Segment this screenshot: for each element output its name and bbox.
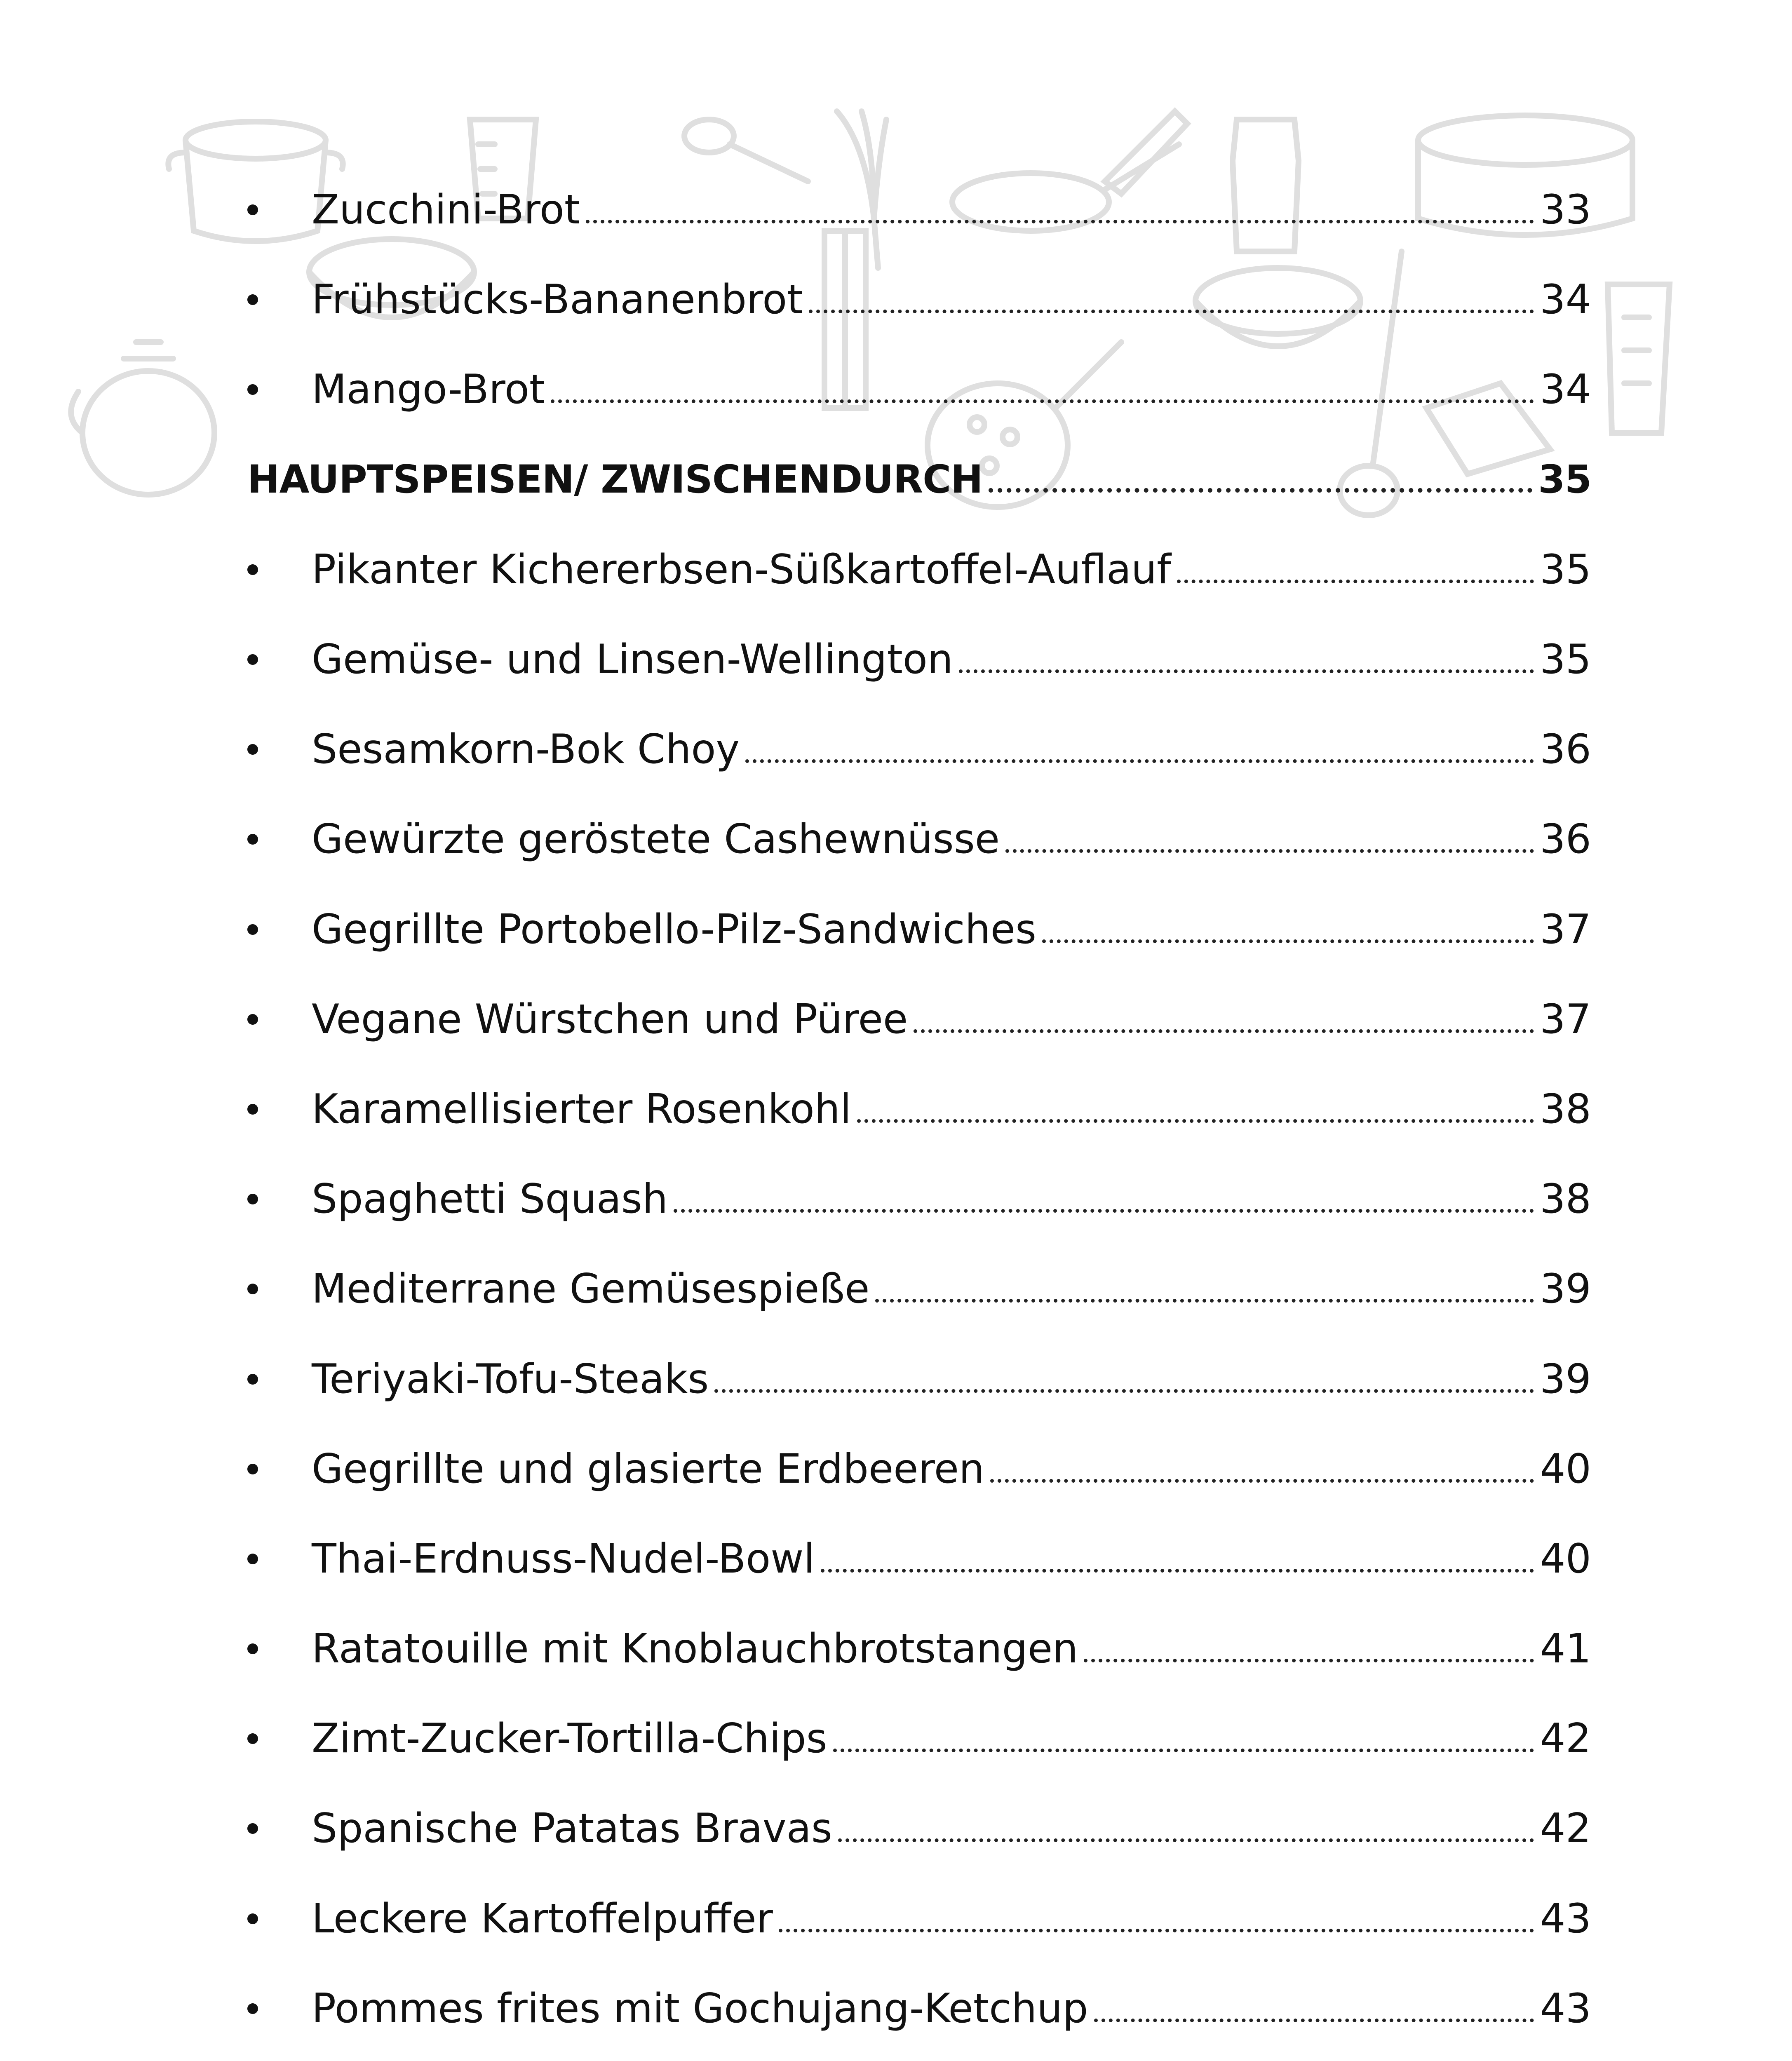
bullet-icon	[247, 744, 258, 755]
toc-entry[interactable]	[247, 1424, 1591, 1514]
toc-entry[interactable]	[247, 2054, 1591, 2061]
bullet-icon	[247, 654, 258, 665]
toc-entry-line	[312, 546, 1591, 593]
toc-page-number: 42	[1540, 1805, 1591, 1852]
bullet-icon	[247, 1284, 258, 1294]
toc-page-number: 38	[1540, 1085, 1591, 1133]
toc-entry[interactable]	[247, 1604, 1591, 1694]
toc-entry-line	[312, 366, 1591, 413]
toc-entry[interactable]	[247, 704, 1591, 794]
bullet-icon	[247, 1014, 258, 1025]
bullet-icon	[247, 1104, 258, 1115]
bullet-icon	[247, 1823, 258, 1834]
toc-page-number: 36	[1540, 726, 1591, 773]
dot-leader	[745, 759, 1534, 763]
table-of-contents	[247, 165, 1591, 2061]
toc-entry-title: Leckere Kartoffelpuffer	[312, 1895, 773, 1942]
toc-entry-title: Spaghetti Squash	[312, 1176, 668, 1223]
dot-leader	[674, 1209, 1534, 1213]
dot-leader	[586, 220, 1534, 223]
toc-entry-title: Gemüse- und Linsen-Wellington	[312, 636, 953, 683]
bullet-icon	[247, 1374, 258, 1385]
toc-entry[interactable]	[247, 794, 1591, 884]
toc-page-number: 33	[1540, 186, 1591, 234]
toc-entry-line	[312, 1625, 1591, 1673]
toc-entry-title: Pikanter Kichererbsen-Süßkartoffel-Auflauf	[312, 546, 1171, 593]
bullet-icon	[247, 1464, 258, 1474]
toc-entry[interactable]	[247, 1064, 1591, 1154]
toc-entry[interactable]	[247, 1154, 1591, 1244]
toc-entry[interactable]	[247, 1244, 1591, 1334]
bullet-icon	[247, 1913, 258, 1924]
dot-leader	[914, 1029, 1534, 1033]
toc-entry[interactable]	[247, 1334, 1591, 1424]
toc-entry-line	[312, 1535, 1591, 1582]
bullet-icon	[247, 2003, 258, 2014]
toc-page-number: 34	[1540, 366, 1591, 413]
dot-leader	[1177, 580, 1534, 583]
toc-entry-line	[312, 1265, 1591, 1313]
dot-leader	[1042, 939, 1534, 943]
toc-page-number: 38	[1540, 1176, 1591, 1223]
toc-entry-title: Gewürzte geröstete Cashewnüsse	[312, 816, 1000, 863]
toc-page-number: 41	[1540, 1625, 1591, 1673]
toc-page-number: 39	[1540, 1355, 1591, 1403]
dot-leader	[1094, 2019, 1534, 2022]
bullet-icon	[247, 924, 258, 935]
toc-entry-title: Zucchini-Brot	[312, 186, 580, 234]
toc-page-number: 42	[1540, 1715, 1591, 1763]
toc-entry-line	[312, 1085, 1591, 1133]
toc-entry-line	[312, 1985, 1591, 2032]
toc-page-number: 34	[1540, 276, 1591, 324]
bullet-icon	[247, 1643, 258, 1654]
dot-leader	[1005, 849, 1534, 853]
toc-page-number: 35	[1540, 636, 1591, 683]
toc-entry-title: Mediterrane Gemüsespieße	[312, 1265, 870, 1313]
dot-leader	[779, 1929, 1534, 1932]
toc-entry[interactable]	[247, 165, 1591, 255]
toc-page-number: 35	[1538, 457, 1591, 502]
toc-page-number: 40	[1540, 1445, 1591, 1493]
toc-page-number: 43	[1540, 1895, 1591, 1942]
toc-entry-title: Mango-Brot	[312, 366, 545, 413]
dot-leader	[551, 399, 1534, 403]
toc-entry[interactable]	[247, 1874, 1591, 1964]
toc-page-number: 37	[1540, 906, 1591, 953]
toc-page-number: 37	[1540, 995, 1591, 1043]
toc-page-number: 35	[1540, 546, 1591, 593]
dot-leader	[1084, 1659, 1534, 1662]
toc-entry[interactable]	[247, 255, 1591, 345]
toc-entry-line	[312, 1445, 1591, 1493]
toc-entry-line	[312, 816, 1591, 863]
toc-entry-title: Gegrillte und glasierte Erdbeeren	[312, 1445, 985, 1493]
dot-leader	[809, 310, 1534, 313]
toc-entry-line	[312, 1355, 1591, 1403]
toc-entry[interactable]	[247, 1694, 1591, 1784]
dot-leader	[714, 1389, 1534, 1393]
dot-leader	[989, 488, 1532, 493]
toc-entry-line	[312, 636, 1591, 683]
toc-entry-title: Frühstücks-Bananenbrot	[312, 276, 803, 324]
toc-entry-line	[312, 906, 1591, 953]
dot-leader	[833, 1749, 1534, 1752]
bullet-icon	[247, 384, 258, 395]
bullet-icon	[247, 1194, 258, 1204]
dot-leader	[838, 1838, 1534, 1842]
toc-entry-title: Vegane Würstchen und Püree	[312, 995, 908, 1043]
toc-entry-line	[247, 457, 1591, 502]
toc-page-number: 36	[1540, 816, 1591, 863]
toc-entry-line	[312, 726, 1591, 773]
toc-entry-title: Gegrillte Portobello-Pilz-Sandwiches	[312, 906, 1037, 953]
toc-page-number: 43	[1540, 1985, 1591, 2032]
toc-entry-title: Spanische Patatas Bravas	[312, 1805, 832, 1852]
grater-icon	[1608, 284, 1670, 433]
bullet-icon	[247, 1733, 258, 1744]
toc-entry-title: Karamellisierter Rosenkohl	[312, 1085, 852, 1133]
toc-entry[interactable]	[247, 345, 1591, 434]
toc-entry-line	[312, 1176, 1591, 1223]
toc-entry[interactable]	[247, 1784, 1591, 1873]
toc-entry[interactable]	[247, 525, 1591, 615]
dot-leader	[959, 669, 1534, 673]
toc-entry-title: HAUPTSPEISEN/ ZWISCHENDURCH	[247, 457, 983, 502]
toc-entry-title: Zimt-Zucker-Tortilla-Chips	[312, 1715, 827, 1763]
toc-entry-line	[312, 276, 1591, 324]
toc-entry-line	[312, 995, 1591, 1043]
toc-entry-title: Sesamkorn-Bok Choy	[312, 726, 740, 773]
toc-entry[interactable]	[247, 974, 1591, 1064]
bullet-icon	[247, 1554, 258, 1564]
dot-leader	[990, 1479, 1534, 1483]
toc-entry-title: Thai-Erdnuss-Nudel-Bowl	[312, 1535, 815, 1582]
toc-entry-title: Pommes frites mit Gochujang-Ketchup	[312, 1985, 1088, 2032]
toc-entry-title: Ratatouille mit Knoblauchbrotstangen	[312, 1625, 1078, 1673]
bullet-icon	[247, 834, 258, 845]
toc-entry[interactable]	[247, 885, 1591, 974]
bullet-icon	[247, 204, 258, 215]
bullet-icon	[247, 564, 258, 575]
toc-entry[interactable]	[247, 1514, 1591, 1604]
toc-entry-line	[312, 1805, 1591, 1852]
bullet-icon	[247, 294, 258, 305]
toc-entry-line	[312, 186, 1591, 234]
toc-section-heading[interactable]	[247, 435, 1591, 525]
toc-page-number: 40	[1540, 1535, 1591, 1582]
dot-leader	[821, 1569, 1534, 1573]
dot-leader	[875, 1299, 1534, 1303]
toc-entry-line	[312, 1715, 1591, 1763]
dot-leader	[857, 1119, 1534, 1123]
toc-entry[interactable]	[247, 1964, 1591, 2054]
toc-entry[interactable]	[247, 615, 1591, 704]
teapot-icon	[71, 342, 214, 495]
toc-entry-title: Teriyaki-Tofu-Steaks	[312, 1355, 709, 1403]
toc-page-number: 39	[1540, 1265, 1591, 1313]
toc-entry-line	[312, 1895, 1591, 1942]
